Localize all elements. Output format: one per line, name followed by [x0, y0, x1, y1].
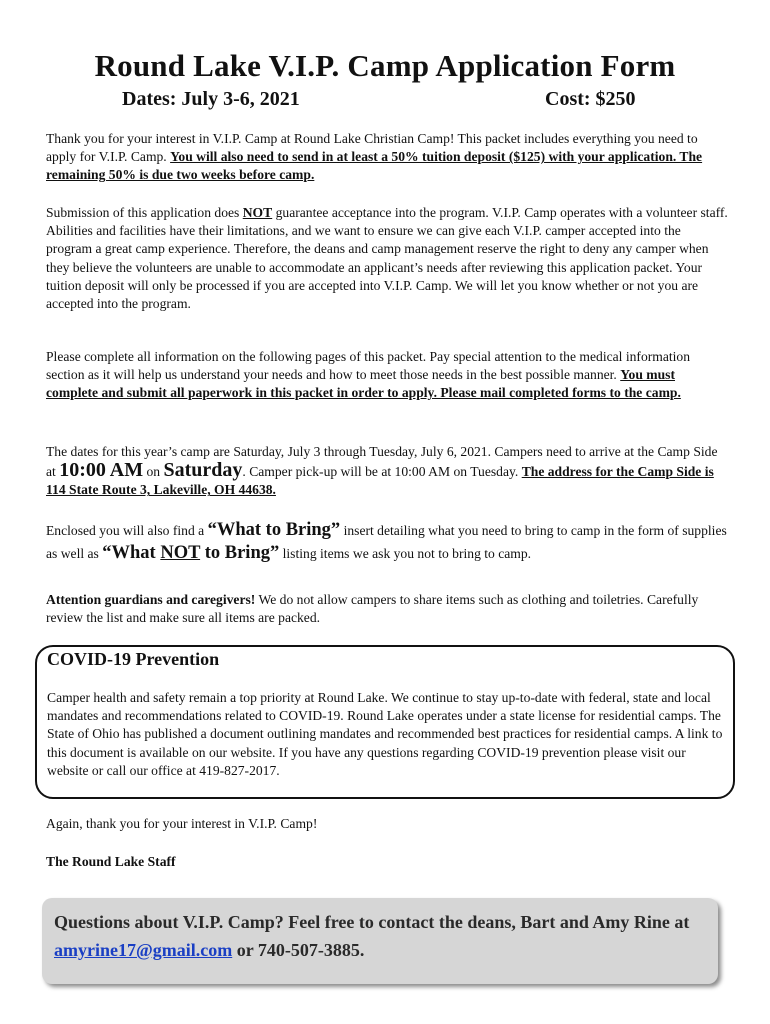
instructions-emphasis: You must complete and submit all paperwork in this packet in order to apply. Please mail completed forms to the camp. [46, 367, 681, 401]
contact-before: Questions about V.I.P. Camp? Feel free to contact the deans, Bart and Amy Rine at [54, 912, 690, 932]
covid-section [35, 645, 735, 799]
inserts-paragraph [46, 519, 730, 565]
what-not-close: to Bring” [200, 543, 280, 563]
closing-thanks: Again, thank you for your interest in V.I.P. Camp! [46, 816, 318, 831]
attention-paragraph [46, 591, 730, 627]
arrival-day: Saturday [163, 459, 243, 482]
covid-title: COVID-19 Prevention [47, 649, 220, 669]
inserts-part1: Enclosed you will also find a [46, 523, 208, 538]
intro-paragraph [46, 130, 730, 185]
covid-text: Camper health and safety remain a top priority at Round Lake. We continue to stay up-to-date with federal, state and local mandates and recommendations related to COVID-19. Round Lake operates under a state license for residential camps. The State of Ohio has published a document outlining mandates and recommended best practices for residential camps. A link to this document is available on our website. If you have any questions regarding COVID-19 prevention please visit our website or call our office at 419-827-2017. [47, 690, 723, 778]
camp-cost: Cost: $250 [545, 88, 636, 110]
attention-lead: Attention guardians and caregivers! [46, 592, 256, 607]
camp-dates: Dates: July 3-6, 2021 [122, 88, 300, 110]
deposit-notice: You will also need to send in at least a 50% tuition deposit ($125) with your application. The remaining 50% is due two weeks before camp. [46, 149, 703, 183]
intro-text: Thank you for your interest in V.I.P. Camp at Round Lake Christian Camp! This packet includes everything you need to apply for V.I.P. Camp. [46, 131, 698, 165]
inserts-part3: listing items we ask you not to bring to camp. [279, 546, 532, 561]
what-not-not: NOT [160, 543, 201, 563]
schedule-paragraph [46, 443, 730, 500]
inserts-part2: insert detailing what you need to bring to camp in the form of supplies as well as [46, 523, 727, 561]
contact-box [42, 898, 718, 984]
schedule-part1: The dates for this year’s camp are Saturday, July 3 through Tuesday, July 6, 2021. Campers need to arrive at the Camp Side at [46, 444, 718, 480]
what-not-open: “What [102, 543, 161, 563]
instructions-text: Please complete all information on the following pages of this packet. Pay special attention to the medical information section as it will help us understand your needs and how to meet those needs in the best possible manner. [46, 349, 691, 383]
what-to-bring: “What to Bring” [207, 520, 341, 540]
page-title: Round Lake V.I.P. Camp Application Form [94, 48, 676, 83]
contact-after: or 740-507-3885. [232, 940, 365, 960]
submission-emphasis: NOT [242, 205, 273, 220]
camp-address: The address for the Camp Side is 114 State Route 3, Lakeville, OH 44638. [46, 464, 714, 498]
attention-text: We do not allow campers to share items such as clothing and toiletries. Carefully review the list and make sure all items are packed. [46, 592, 699, 626]
submission-after: guarantee acceptance into the program. V.I.P. Camp operates with a volunteer staff. Abilities and facilities have their limitations, and we want to ensure we can give each V.I.P. camper accepted into the program a great camp experience. Therefore, the deans and camp management reserve the right to deny any camper when they believe the volunteers are unable to accommodate an applicant’s needs after reviewing this application packet. Your tuition deposit will only be processed if you are accepted into V.I.P. Camp. We will let you know whether or not you are accepted into the program. [46, 205, 728, 312]
schedule-on: on [143, 464, 164, 480]
submission-before: Submission of this application does [46, 205, 243, 220]
instructions-paragraph [46, 348, 730, 403]
closing-signature: The Round Lake Staff [46, 854, 176, 869]
schedule-part2: . Camper pick-up will be at 10:00 AM on Tuesday. [242, 464, 522, 480]
submission-paragraph [46, 204, 730, 313]
arrival-time: 10:00 AM [59, 459, 144, 482]
contact-email-link[interactable]: amyrine17@gmail.com [54, 940, 233, 960]
contact-text [54, 908, 706, 964]
